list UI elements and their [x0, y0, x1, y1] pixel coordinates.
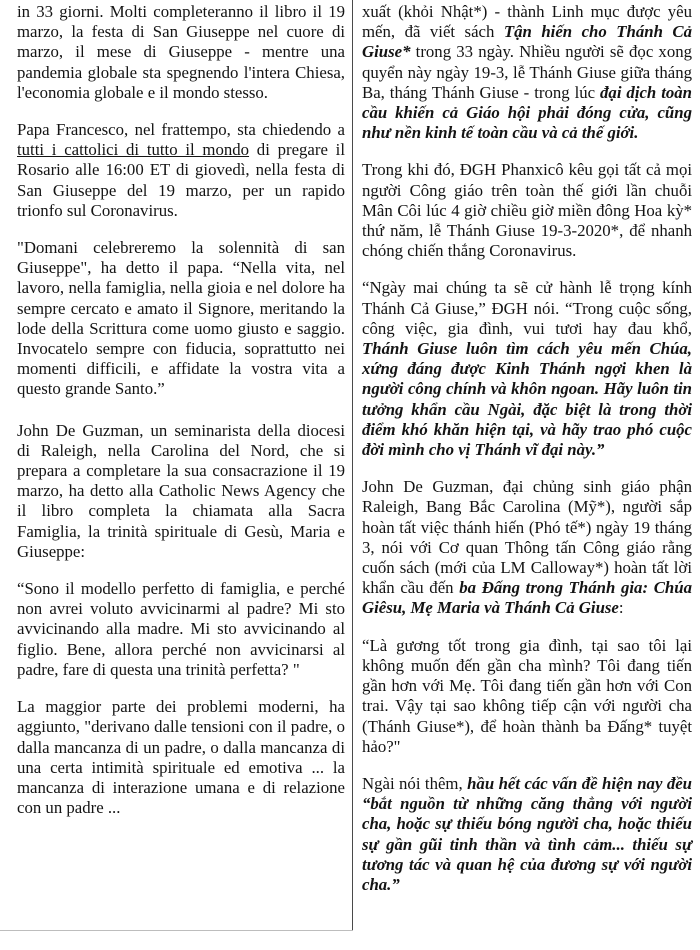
bold-italic-run: Thánh Giuse luôn tìm cách yêu mến Chúa, xứng đáng được Kinh Thánh ngợi khen là người công chính và khôn ngoan. Hãy luôn tin tưởng khẩn cầu Ngài, đặc biệt là trong thời điểm khó khăn hiện tại, và hãy trao phó cuộc đời mình cho vị Thánh vĩ đại này.” [362, 339, 692, 460]
paragraph [362, 477, 692, 618]
bold-italic-run: đại dịch toàn cầu khiến cả Giáo hội phải đóng cửa, cũng như nền kinh tế toàn cầu và cả thế giới. [362, 82, 692, 143]
paragraph [362, 160, 692, 261]
paragraph [17, 120, 345, 221]
text-run: trong 33 ngày. Nhiều người sẽ đọc xong quyển này ngày 19-3, lễ Thánh Giuse giữa tháng Ba, tháng Thánh Giuse - trong lúc [362, 42, 692, 102]
text-run: di pregare il Rosario alle 16:00 ET di giovedì, nella festa di San Giuseppe del 19 marzo, per un rapido trionfo sul Coronavirus. [17, 140, 345, 220]
left-column-bottom-rule [0, 930, 353, 931]
text-run: “Sono il modello perfetto di famiglia, e perché non avrei voluto avvicinarmi al padre? Mi sto avvicinando alla madre. Mi sto avvicinando al figlio. Bene, allora perché non avvicinarsi al padre, fare di questa una trinità perfetta? " [17, 579, 345, 679]
column-vietnamese [362, 2, 692, 912]
paragraph [17, 421, 345, 562]
bold-italic-run: ba Đấng trong Thánh gia: Chúa Giêsu, Mẹ Maria và Thánh Cả Giuse [362, 578, 692, 618]
text-run: : [618, 598, 624, 618]
paragraph [17, 579, 345, 680]
text-run: John De Guzman, đại chủng sinh giáo phận Raleigh, Bang Bắc Carolina (Mỹ*), người sắp hoàn tất việc thánh hiến (Phó tế*) ngày 19 tháng 3, nói với Cơ quan Thông tấn Công giáo rằng cuốn sách (mới của LM Calloway*) hoàn tất lời khẩn cầu đến [362, 477, 692, 598]
paragraph [17, 2, 345, 103]
text-run: Papa Francesco, nel frattempo, sta chiedendo a [17, 120, 345, 140]
text-run: “Ngày mai chúng ta sẽ cử hành lễ trọng kính Thánh Cả Giuse,” ĐGH nói. “Trong cuộc sống, công việc, gia đình, vui tươi hay đau khổ, [362, 278, 692, 338]
paragraph [362, 2, 692, 143]
text-run: Trong khi đó, ĐGH Phanxicô kêu gọi tất cả mọi người Công giáo trên toàn thế giới lần chuỗi Mân Côi lúc 4 giờ chiều giờ miền đông Hoa kỳ* thứ năm, lễ Thánh Giuse 19-3-2020*, để nhanh chóng chiến thắng Coronavirus. [362, 160, 692, 261]
paragraph [362, 774, 692, 895]
paragraph [362, 278, 692, 460]
paragraph [17, 238, 345, 400]
bold-italic-run: Tận hiến cho Thánh Cả Giuse* [362, 22, 692, 62]
underlined-phrase: tutti i cattolici di tutto il mondo [17, 140, 250, 160]
text-run: xuất (khỏi Nhật*) - thành Linh mục được yêu mến, đã viết sách [362, 2, 692, 42]
text-run: La maggior parte dei problemi moderni, ha aggiunto, "derivano dalle tensioni con il padre, o dalla mancanza di un padre, o dalla mancanza di una certa intimità spirituale ed emotiva ... la mancanza di interazione umana e di relazione con un padre ... [17, 697, 345, 818]
text-run: "Domani celebreremo la solennità di san Giuseppe", ha detto il papa. “Nella vita, nel lavoro, nella famiglia, nella gioia e nel dolore ha sempre cercato e amato il Signore, meritando la lode della Scrittura come uomo giusto e saggio. Invocatelo sempre con fiducia, soprattutto nei momenti difficili, e affidate la vostra vita a questo grande Santo.” [17, 238, 345, 399]
text-run: in 33 giorni. Molti completeranno il libro il 19 marzo, la festa di San Giuseppe nel cuore di marzo, il mese di Giuseppe - mentre una pandemia globale sta spegnendo l'intera Chiesa, l'economia globale e il mondo stesso. [17, 2, 345, 102]
column-divider-line [352, 0, 353, 931]
paragraph [17, 697, 345, 818]
text-run: “Là gương tốt trong gia đình, tại sao tôi lại không muốn đến gần cha mình? Tôi đang tiến gần hơn với Mẹ. Tôi đang tiến gần hơn với Con trai. Vậy tại sao không tiếp cận với người cha (Thánh Giuse*), để hoàn thành ba Đấng* tuyệt hảo?" [362, 635, 692, 756]
text-run: Ngài nói thêm, [362, 773, 468, 793]
paragraph [362, 636, 692, 757]
text-run: John De Guzman, un seminarista della diocesi di Raleigh, nella Carolina del Nord, che si prepara a completare la sua consacrazione il 19 marzo, ha detto alla Catholic News Agency che il libro completa la chiamata alla Sacra Famiglia, la trinità spirituale di Gesù, Maria e Giuseppe: [17, 420, 345, 561]
bold-italic-run: hầu hết các vấn đề hiện nay đều “bắt nguồn từ những căng thẳng với người cha, hoặc sự thiếu bóng người cha, hoặc thiếu sự gần gũi tinh thần và tình cảm... thiếu sự tương tác và quan hệ của đương sự với người cha.” [362, 773, 692, 894]
column-italian [17, 2, 345, 835]
